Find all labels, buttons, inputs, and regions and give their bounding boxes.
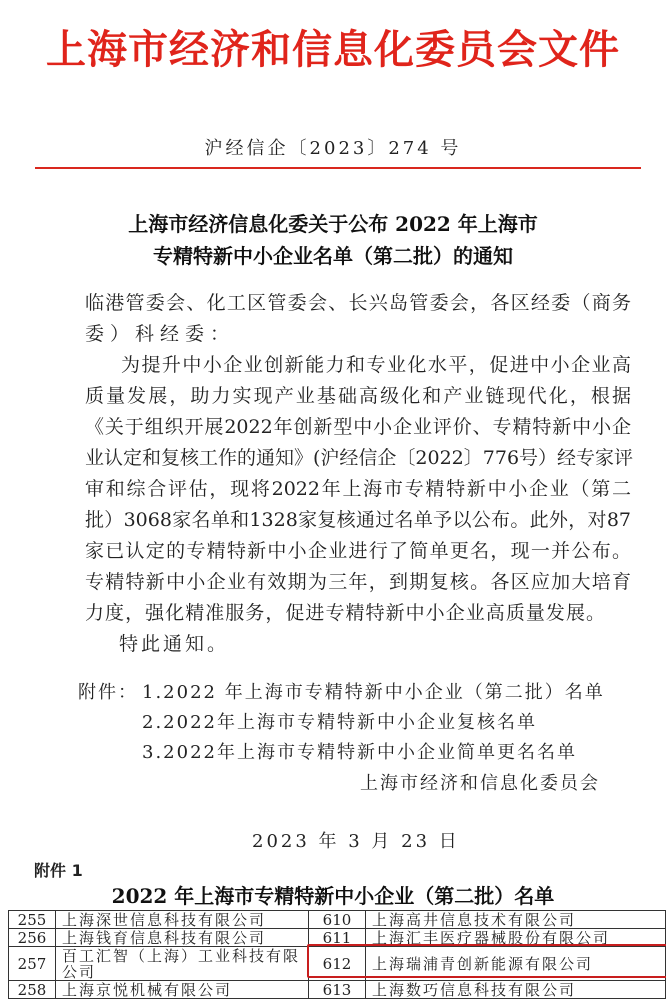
highlight-box [307, 944, 666, 978]
appendix-label: 附件 1 [34, 861, 83, 880]
body-line: 质量发展，助力实现产业基础高级化和产业链现代化，根据 [85, 385, 631, 407]
issuer-title: 上海市经济和信息化委员会文件 [46, 26, 620, 73]
row-number: 613 [309, 981, 366, 999]
table-row [9, 981, 666, 999]
body-line: 业认定和复核工作的通知》(沪经信企〔2022〕776号）经专家评 [85, 447, 634, 469]
body-line: 临港管委会、化工区管委会、长兴岛管委会，各区经委（商务 [85, 292, 631, 314]
row-number: 255 [9, 911, 56, 929]
company-name: 上海汇丰医疗器械股份有限公司 [366, 929, 666, 947]
company-name: 上海钱育信息科技有限公司 [56, 929, 309, 947]
company-name: 百工汇智（上海）工业科技有限公司 [56, 947, 309, 981]
red-divider [35, 167, 641, 169]
body-line: 委）科经委： [85, 323, 236, 345]
body-line: 批）3068家名单和1328家复核通过名单予以公布。此外，对87 [85, 509, 631, 531]
document-number: 沪经信企〔2023〕274 号 [204, 138, 462, 159]
row-number: 611 [309, 929, 366, 947]
body-line: 为提升中小企业创新能力和专业化水平，促进中小企业高 [121, 354, 631, 376]
attachment-item: 3.2022年上海市专精特新中小企业简单更名名单 [142, 742, 577, 763]
company-name-highlighted: 上海瑞浦青创新能源有限公司 [366, 947, 666, 981]
row-number: 257 [9, 947, 56, 981]
company-name: 上海深世信息科技有限公司 [56, 911, 309, 929]
signature: 上海市经济和信息化委员会 [360, 773, 600, 794]
row-number: 610 [309, 911, 366, 929]
body-line: 力度，强化精准服务，促进专精特新中小企业高质量发展。 [85, 602, 605, 624]
row-number: 258 [9, 981, 56, 999]
attachment-item: 1.2022 年上海市专精特新中小企业（第二批）名单 [142, 682, 605, 703]
row-number: 256 [9, 929, 56, 947]
date: 2023 年 3 月 23 日 [252, 831, 460, 852]
appendix-title: 2022 年上海市专精特新中小企业（第二批）名单 [111, 884, 555, 908]
notice-title-line-2: 专精特新中小企业名单（第二批）的通知 [153, 244, 513, 268]
row-number: 612 [309, 947, 366, 981]
company-name: 上海数巧信息科技有限公司 [366, 981, 666, 999]
body-line: 家已认定的专精特新中小企业进行了简单更名，现一并公布。 [85, 540, 631, 562]
notice-title-line-1: 上海市经济信息化委关于公布 2022 年上海市 [128, 212, 538, 236]
attachments-label: 附件： [78, 682, 138, 703]
company-name: 上海京悦机械有限公司 [56, 981, 309, 999]
body-line: 审和综合评估，现将2022年上海市专精特新中小企业（第二 [85, 478, 631, 500]
body-line: 《关于组织开展2022年创新型中小企业评价、专精特新中小企 [85, 416, 631, 438]
body-line: 专精特新中小企业有效期为三年，到期复核。各区应加大培育 [85, 571, 631, 593]
company-name: 上海高井信息技术有限公司 [366, 911, 666, 929]
closing-text: 特此通知。 [119, 633, 230, 655]
table-row [9, 911, 666, 929]
attachment-item: 2.2022年上海市专精特新中小企业复核名单 [142, 712, 537, 733]
